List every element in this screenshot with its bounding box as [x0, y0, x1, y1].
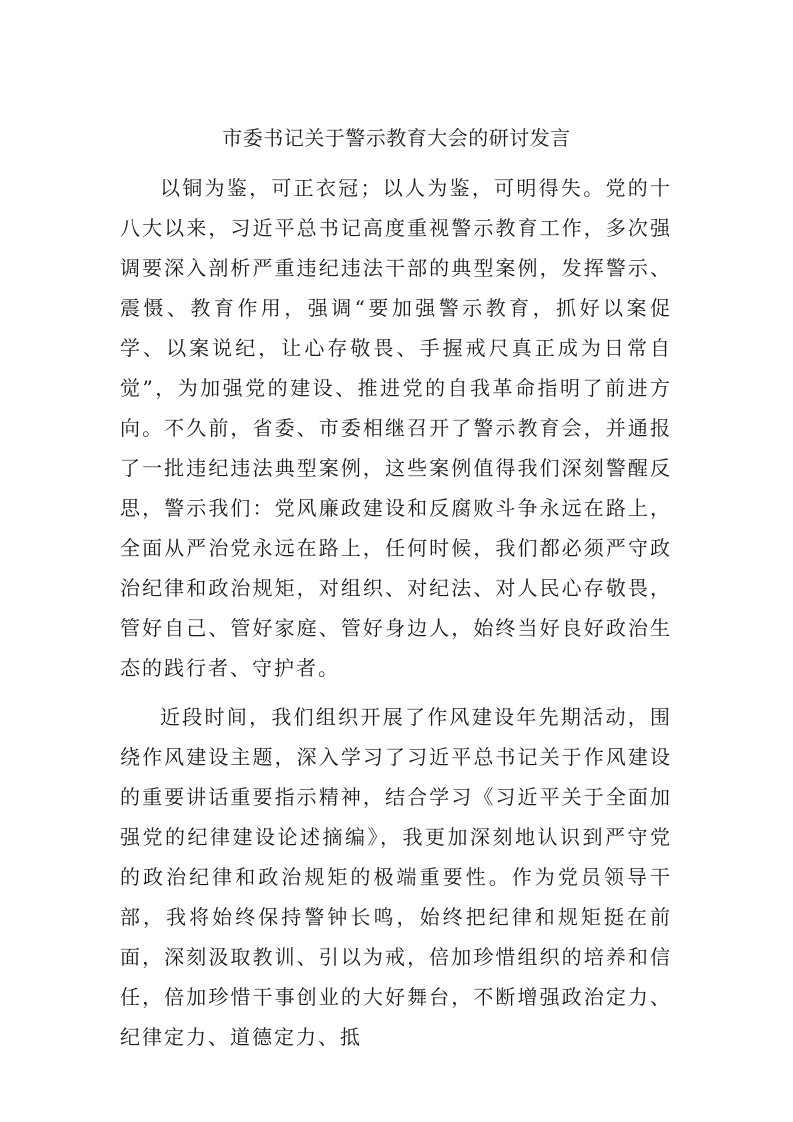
- paragraph-1: 以铜为鉴，可正衣冠；以人为鉴，可明得失。党的十八大以来，习近平总书记高度重视警示教育工作，多次强调要深入剖析严重违纪违法干部的典型案例，发挥警示、震慑、教育作用，强调“要加强警示教育，抓好以案促学、以案说纪，让心存敬畏、手握戒尺真正成为日常自觉”，为加强党的建设、推进党的自我革命指明了前进方向。不久前，省委、市委相继召开了警示教育会，并通报了一批违纪违法典型案例，这些案例值得我们深刻警醒反思，警示我们：党风廉政建设和反腐败斗争永远在路上，全面从严治党永远在路上，任何时候，我们都必须严守政治纪律和政治规矩，对组织、对纪法、对人民心存敬畏，管好自己、管好家庭、管好身边人，始终当好良好政治生态的践行者、守护者。: [120, 176, 672, 680]
- document-title: 市委书记关于警示教育大会的研讨发言: [222, 126, 571, 150]
- paragraph-2: 近段时间，我们组织开展了作风建设年先期活动，围绕作风建设主题，深入学习了习近平总书记关于作风建设的重要讲话重要指示精神，结合学习《习近平关于全面加强党的纪律建设论述摘编》，我更加深刻地认识到严守党的政治纪律和政治规矩的极端重要性。作为党员领导干部，我将始终保持警钟长鸣，始终把纪律和规矩挺在前面，深刻汲取教训、引以为戒，倍加珍惜组织的培养和信任，倍加珍惜干事创业的大好舞台，不断增强政治定力、纪律定力、道德定力、抵: [120, 705, 672, 1049]
